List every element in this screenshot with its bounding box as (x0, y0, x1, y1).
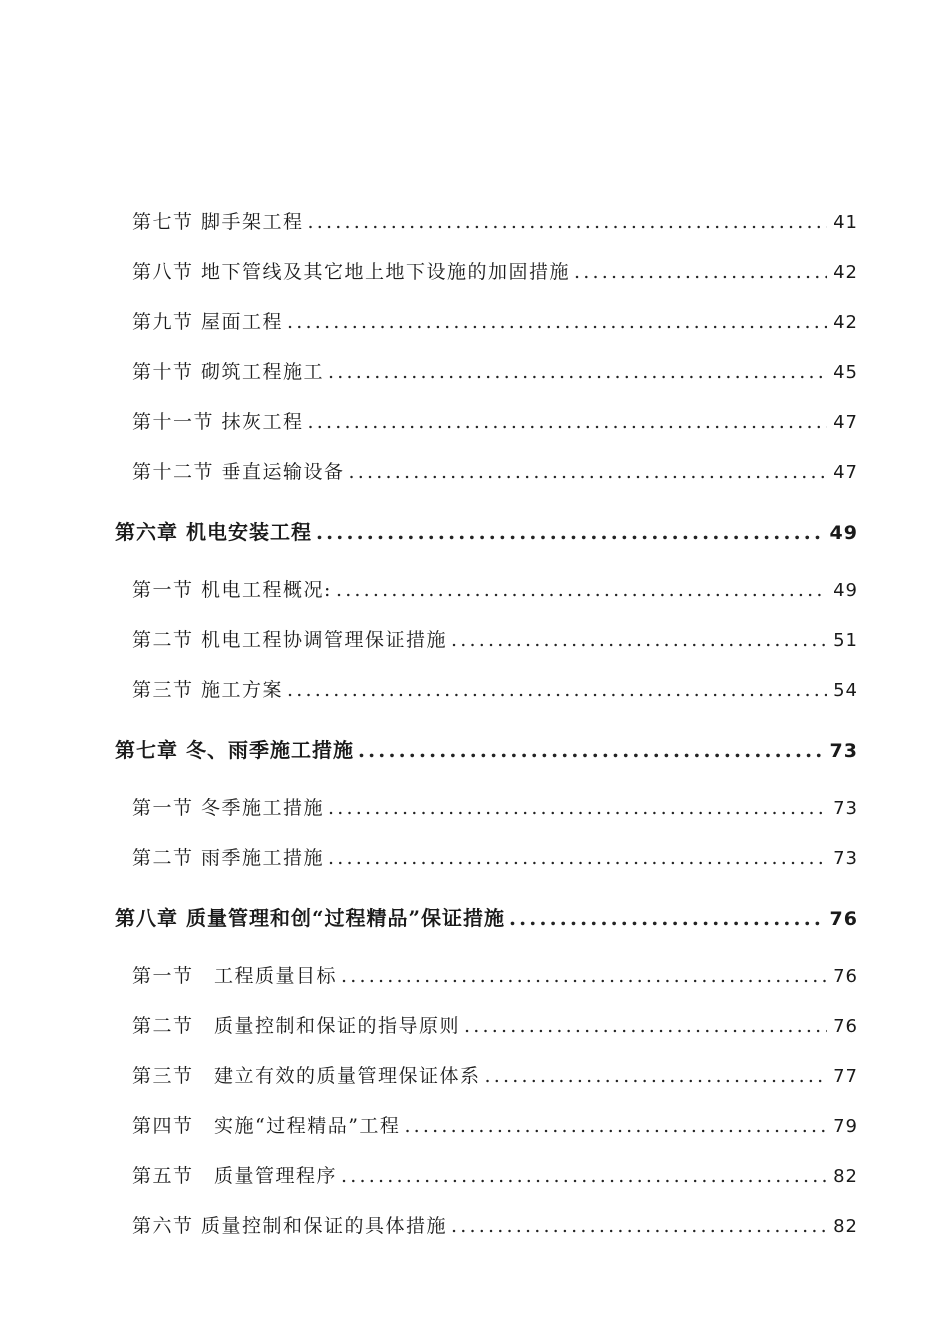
dot-leader (574, 261, 827, 283)
toc-entry (0, 1111, 950, 1145)
toc-page-number: 47 (833, 412, 858, 433)
toc-page-number: 41 (833, 212, 858, 233)
dot-leader (341, 1165, 827, 1187)
toc-entry (0, 675, 950, 709)
toc-page-number: 76 (829, 908, 858, 930)
toc-entry (0, 1211, 950, 1245)
toc-chapter-title: 第八章 质量管理和创“过程精品”保证措施 (115, 906, 505, 930)
toc-entry-title: 第八节 地下管线及其它地上地下设施的加固措施 (132, 261, 571, 283)
toc-page-number: 77 (833, 1066, 858, 1087)
toc-entry (0, 961, 950, 995)
toc-entry-title: 第二节 质量控制和保证的指导原则 (132, 1015, 461, 1037)
dot-leader (308, 411, 828, 433)
toc-entry-title: 第六节 质量控制和保证的具体措施 (132, 1215, 448, 1237)
toc-entry-title: 第一节 机电工程概况: (132, 579, 332, 601)
toc-entry-title: 第七节 脚手架工程 (132, 211, 304, 233)
toc-page-number: 76 (833, 966, 858, 987)
toc-page-number: 82 (833, 1216, 858, 1237)
toc-page-number: 79 (833, 1116, 858, 1137)
dot-leader (451, 629, 827, 651)
dot-leader (316, 520, 824, 544)
dot-leader (358, 738, 824, 762)
dot-leader (509, 906, 824, 930)
dot-leader (336, 579, 827, 601)
toc-entry (0, 257, 950, 291)
toc-page-number: 42 (833, 262, 858, 283)
toc-page-number: 49 (833, 580, 858, 601)
toc-chapter (0, 734, 950, 768)
toc-entry-title: 第三节 建立有效的质量管理保证体系 (132, 1065, 481, 1087)
toc-entry-title: 第三节 施工方案 (132, 679, 284, 701)
toc-page-number: 73 (833, 848, 858, 869)
toc-entry-title: 第十节 砌筑工程施工 (132, 361, 325, 383)
dot-leader (328, 361, 827, 383)
dot-leader (349, 461, 828, 483)
toc-page-number: 54 (833, 680, 858, 701)
dot-leader (341, 965, 827, 987)
toc-entry (0, 793, 950, 827)
toc-page-number: 73 (829, 740, 858, 762)
toc-entry (0, 843, 950, 877)
toc-entry (0, 457, 950, 491)
toc-page-number: 49 (829, 522, 858, 544)
toc-page-number: 45 (833, 362, 858, 383)
toc-entry-title: 第一节 工程质量目标 (132, 965, 338, 987)
dot-leader (308, 211, 828, 233)
toc-entry (0, 1161, 950, 1195)
dot-leader (404, 1115, 827, 1137)
toc-page-number: 47 (833, 462, 858, 483)
toc-entry-title: 第九节 屋面工程 (132, 311, 284, 333)
toc-entry-title: 第十二节 垂直运输设备 (132, 461, 345, 483)
toc-entry-title: 第四节 实施“过程精品”工程 (132, 1115, 401, 1137)
toc-page-number: 82 (833, 1166, 858, 1187)
toc-entry (0, 407, 950, 441)
dot-leader (451, 1215, 827, 1237)
toc-chapter-title: 第七章 冬、雨季施工措施 (115, 738, 354, 762)
toc-entry (0, 357, 950, 391)
toc-entry-title: 第五节 质量管理程序 (132, 1165, 338, 1187)
toc-chapter (0, 902, 950, 936)
toc-chapter (0, 516, 950, 550)
toc-entry-title: 第二节 雨季施工措施 (132, 847, 325, 869)
dot-leader (287, 679, 827, 701)
dot-leader (328, 847, 827, 869)
toc-entry-title: 第一节 冬季施工措施 (132, 797, 325, 819)
toc-page-number: 73 (833, 798, 858, 819)
toc-entry-title: 第十一节 抹灰工程 (132, 411, 304, 433)
dot-leader (464, 1015, 827, 1037)
dot-leader (485, 1065, 828, 1087)
dot-leader (287, 311, 827, 333)
toc-entry (0, 307, 950, 341)
toc-entry (0, 575, 950, 609)
toc-entry (0, 625, 950, 659)
toc-page-number: 51 (833, 630, 858, 651)
toc-entry (0, 1011, 950, 1045)
toc-entry-title: 第二节 机电工程协调管理保证措施 (132, 629, 448, 651)
toc-page-number: 76 (833, 1016, 858, 1037)
dot-leader (328, 797, 827, 819)
toc-chapter-title: 第六章 机电安装工程 (115, 520, 312, 544)
toc-entry (0, 207, 950, 241)
toc-page-number: 42 (833, 312, 858, 333)
toc-entry (0, 1061, 950, 1095)
